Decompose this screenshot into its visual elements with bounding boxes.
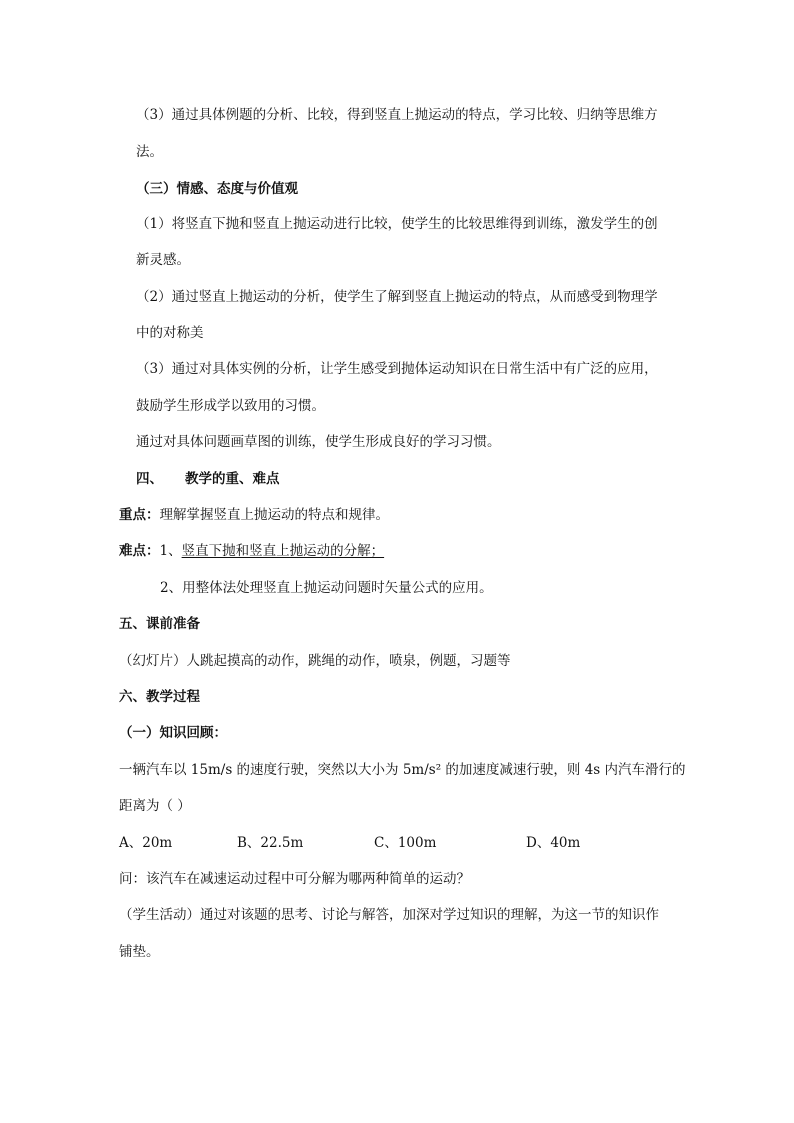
section3-heading: （三）情感、态度与价值观 bbox=[136, 181, 298, 197]
key-point-label: 重点： bbox=[119, 507, 160, 523]
activity-line1: （学生活动）通过对该题的思考、讨论与解答，加深对学过知识的理解，为这一节的知识作 bbox=[119, 907, 659, 923]
option-d: D、40m bbox=[526, 835, 581, 851]
emotion-3-line1: （3）通过对具体实例的分析，让学生感受到抛体运动知识在日常生活中有广泛的应用， bbox=[136, 361, 658, 377]
section4-number: 四、 bbox=[136, 471, 163, 487]
emotion-1-line1: （1）将竖直下抛和竖直上抛运动进行比较，使学生的比较思维得到训练，激发学生的创 bbox=[136, 216, 658, 232]
option-c: C、100m bbox=[374, 835, 437, 851]
goal-3-line1: （3）通过具体例题的分析、比较，得到竖直上抛运动的特点，学习比较、归纳等思维方 bbox=[136, 107, 658, 123]
section5-heading: 五、课前准备 bbox=[119, 616, 200, 632]
emotion-2-line2: 中的对称美 bbox=[136, 325, 204, 341]
difficulty-label: 难点： bbox=[119, 543, 160, 559]
emotion-2-line1: （2）通过竖直上抛运动的分析，使学生了解到竖直上抛运动的特点，从而感受到物理学 bbox=[136, 289, 658, 305]
option-b: B、22.5m bbox=[237, 835, 304, 851]
difficulty-1-text: 竖直下抛和竖直上抛运动的分解； bbox=[181, 543, 385, 559]
key-point-text: 理解掌握竖直上抛运动的特点和规律。 bbox=[159, 507, 389, 523]
follow-up-question: 问：该汽车在减速运动过程中可分解为哪两种简单的运动？ bbox=[119, 871, 470, 887]
section6-heading: 六、教学过程 bbox=[119, 689, 200, 705]
option-a: A、20m bbox=[119, 835, 173, 851]
key-point bbox=[119, 506, 389, 524]
difficulty-2: 2、用整体法处理竖直上抛运动问题时矢量公式的应用。 bbox=[160, 580, 493, 596]
activity-line2: 铺垫。 bbox=[119, 944, 160, 960]
section4-title: 教学的重、难点 bbox=[185, 471, 280, 487]
section6-subheading: （一）知识回顾： bbox=[119, 725, 227, 741]
difficulty-1 bbox=[119, 542, 384, 560]
question-line1: 一辆汽车以 15m/s 的速度行驶，突然以大小为 5m/s² 的加速度减速行驶，则 4s 内汽车滑行的 bbox=[119, 762, 686, 778]
emotion-4: 通过对具体问题画草图的训练，使学生形成良好的学习习惯。 bbox=[136, 434, 501, 450]
section4-heading bbox=[136, 470, 280, 488]
question-line2: 距离为（ ） bbox=[119, 798, 191, 814]
section5-text: （幻灯片）人跳起摸高的动作，跳绳的动作，喷泉，例题，习题等 bbox=[119, 653, 511, 669]
emotion-1-line2: 新灵感。 bbox=[136, 252, 190, 268]
goal-3-line2: 法。 bbox=[136, 144, 163, 160]
difficulty-1-prefix: 1、 bbox=[159, 543, 182, 559]
emotion-3-line2: 鼓励学生形成学以致用的习惯。 bbox=[136, 398, 325, 414]
